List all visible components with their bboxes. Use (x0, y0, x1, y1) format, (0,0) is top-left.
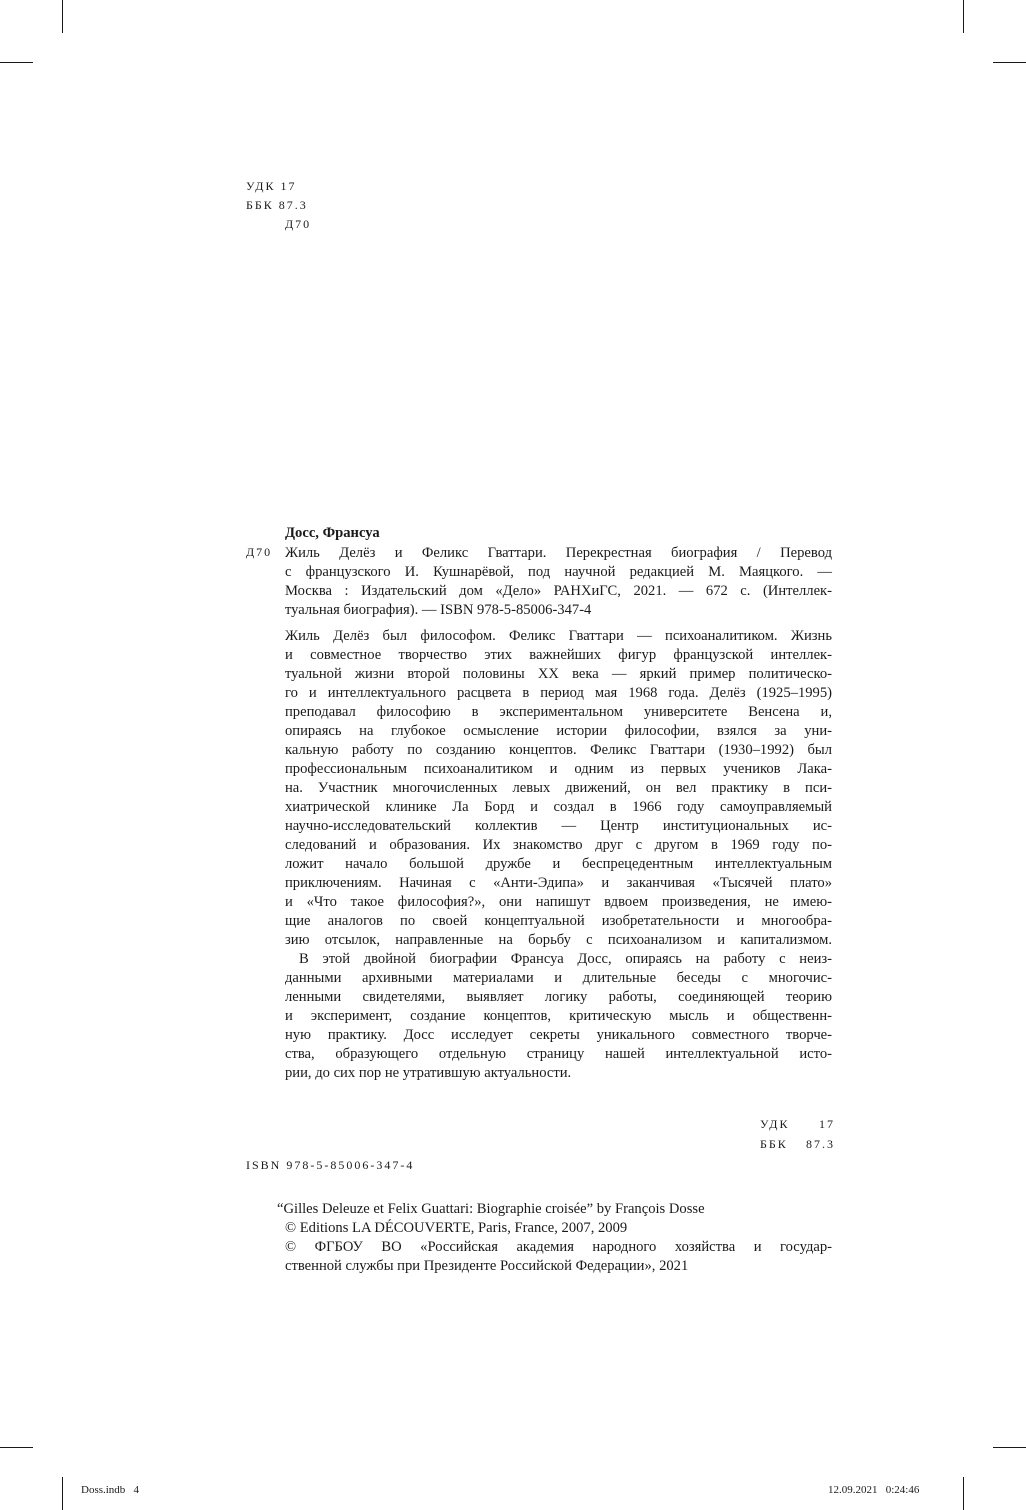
abstract-line: на. Участник многочисленных левых движений, он вел практику в пси- (285, 780, 832, 796)
abstract-line: ложит начало большой дружбе и беспрецедентным интеллектуальным (285, 856, 832, 872)
slug-filename: Doss.indb 4 (81, 1484, 140, 1496)
bib-line: Москва : Издательский дом «Дело» РАНХиГС, 2021. — 672 с. (Интеллек- (285, 583, 832, 599)
abstract-line: и совместное творчество этих важнейших фигур французской интеллек- (285, 647, 832, 663)
slug-timestamp: 12.09.2021 0:24:46 (828, 1484, 920, 1496)
abstract-line: профессиональным психоаналитиком и одним из первых учеников Лака- (285, 761, 832, 777)
isbn: ISBN 978-5-85006-347-4 (246, 1158, 415, 1172)
abstract-line: В этой двойной биографии Франсуа Досс, опираясь на работу с неиз- (299, 951, 832, 967)
abstract-line: щие аналогов по своей концептуальной изобретательности и многообра- (285, 913, 832, 929)
abstract-line: ства, образующего отдельную страницу нашей интеллектуальной исто- (285, 1046, 832, 1062)
copyright-line: “Gilles Deleuze et Felix Guattari: Biographie croisée” by François Dosse (277, 1201, 705, 1217)
abstract-line: научно-исследовательский коллектив — Центр институциональных ис- (285, 818, 832, 834)
bib-line: туальная биография). — ISBN 978-5-85006-347-4 (285, 602, 592, 618)
bib-line: с французского И. Кушнарёвой, под научной редакцией М. Маяцкого. — (285, 564, 832, 580)
abstract-line: и «Что такое философия?», они напишут вдвоем произведения, не имею- (285, 894, 832, 910)
crop-mark-left-bottom (0, 1447, 33, 1448)
abstract-line: зию отсылок, направленные на борьбу с психоанализом и капитализмом. (285, 932, 832, 948)
udk-code: УДК 17 (246, 179, 297, 193)
abstract-line: ленными свидетелями, выявляет логику работы, соединяющей теорию (285, 989, 832, 1005)
abstract-line: кальную работу по созданию концептов. Феликс Гваттари (1930–1992) был (285, 742, 832, 758)
abstract-line: опираясь на глубокое осмысление истории философии, взялся за уни- (285, 723, 832, 739)
abstract-line: хиатрической клинике Ла Борд и создал в 1966 году самоуправляемый (285, 799, 832, 815)
abstract-line: рии, до сих пор не утратившую актуальности. (285, 1065, 572, 1081)
abstract-line: следований и образования. Их знакомство друг с другом в 1969 году по- (285, 837, 832, 853)
bottom-classification (760, 1114, 835, 1154)
crop-mark-left-top (0, 62, 33, 63)
classification-block (246, 177, 311, 234)
abstract-line: го и интеллектуального расцвета в период мая 1968 года. Делёз (1925–1995) (285, 685, 832, 701)
bbk-label: ББК (760, 1137, 788, 1151)
copyright-line: © ФГБОУ ВО «Российская академия народного хозяйства и государ- (285, 1239, 832, 1255)
crop-mark-bottom-right (963, 1477, 964, 1510)
bbk-code: ББК 87.3 (246, 198, 308, 212)
copyright-line: ственной службы при Президенте Российской Федерации», 2021 (285, 1258, 689, 1274)
abstract-line: ную практику. Досс исследует секреты уникального совместного творче- (285, 1027, 832, 1043)
copyright-line: © Editions LA DÉCOUVERTE, Paris, France, 2007, 2009 (285, 1220, 628, 1236)
udk-label: УДК (760, 1117, 790, 1131)
bbk-value: 87.3 (806, 1137, 835, 1151)
bib-line: Жиль Делёз и Феликс Гваттари. Перекрестная биография / Перевод (285, 545, 832, 561)
abstract-line: преподавал философию в экспериментальном университете Венсена и, (285, 704, 832, 720)
abstract-line: Жиль Делёз был философом. Феликс Гваттари — психоаналитиком. Жизнь (285, 628, 832, 644)
crop-mark-bottom-left (62, 1477, 63, 1510)
abstract-line: приключениям. Начиная с «Анти-Эдипа» и заканчивая «Тысячей плато» (285, 875, 832, 891)
crop-mark-right-bottom (993, 1447, 1026, 1448)
author-name: Досс, Франсуа (285, 525, 380, 541)
abstract-line: и эксперимент, создание концептов, критическую мысль и общественн- (285, 1008, 832, 1024)
crop-mark-right-top (993, 62, 1026, 63)
entry-code: Д70 (246, 545, 273, 559)
author-sign-code: Д70 (285, 217, 312, 231)
abstract-line: туальной жизни второй половины XX века — яркий пример политическо- (285, 666, 832, 682)
crop-mark-top-left (62, 0, 63, 33)
udk-value: 17 (819, 1117, 835, 1131)
abstract-line: данными архивными материалами и длительные беседы с многочис- (285, 970, 832, 986)
crop-mark-top-right (963, 0, 964, 33)
